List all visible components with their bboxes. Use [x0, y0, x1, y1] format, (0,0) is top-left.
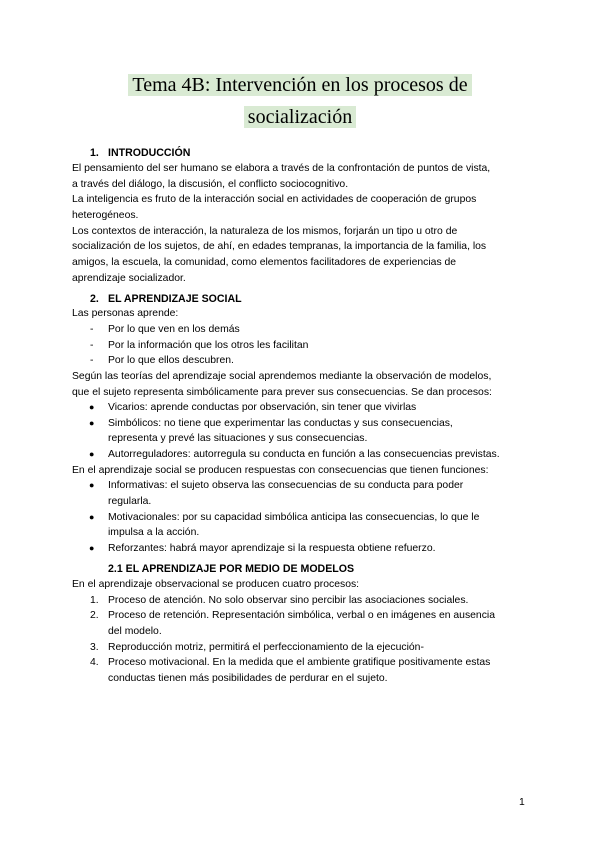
bullet-icon: ● — [89, 512, 95, 522]
numbered-item: Proceso de retención. Representación simbólica, verbal o en imágenes en ausencia — [108, 610, 495, 621]
paragraph-line: Los contextos de interacción, la naturaleza de los mismos, forjarán un tipo u otro de — [72, 226, 458, 237]
bullet-item: Autorreguladores: autorregula su conducta en función a las consecuencias previstas. — [108, 449, 500, 460]
section-1-number: 1. — [90, 147, 99, 159]
dash-marker: - — [90, 355, 94, 366]
list-number: 2. — [90, 610, 99, 621]
dash-item: Por lo que ven en los demás — [108, 324, 240, 335]
paragraph-line: En el aprendizaje observacional se producen cuatro procesos: — [72, 579, 360, 590]
paragraph-line: El pensamiento del ser humano se elabora a través de la confrontación de puntos de vista, — [72, 163, 491, 174]
section-2-number: 2. — [90, 293, 99, 305]
paragraph-line: En el aprendizaje social se producen respuestas con consecuencias que tienen funciones: — [72, 465, 489, 476]
document-title-line-2: socialización — [0, 104, 600, 130]
list-number: 1. — [90, 595, 99, 606]
paragraph-line: amigos, la escuela, la comunidad, como elementos facilitadores de experiencias de — [72, 257, 457, 268]
section-1-heading: INTRODUCCIÓN — [108, 147, 191, 159]
paragraph-line: a través del diálogo, la discusión, el conflicto sociocognitivo. — [72, 179, 349, 190]
paragraph-line: que el sujeto representa simbólicamente para prever sus consecuencias. Se dan procesos: — [72, 387, 492, 398]
numbered-item: Reproducción motriz, permitirá el perfeccionamiento de la ejecución- — [108, 642, 424, 653]
numbered-item-continuation: conductas tienen más posibilidades de perdurar en el sujeto. — [108, 673, 388, 684]
section-2-heading: EL APRENDIZAJE SOCIAL — [108, 293, 242, 305]
paragraph-line: Según las teorías del aprendizaje social aprendemos mediante la observación de modelos, — [72, 371, 492, 382]
bullet-item: Motivacionales: por su capacidad simbólica anticipa las consecuencias, lo que le — [108, 512, 480, 523]
bullet-icon: ● — [89, 543, 95, 553]
section-2-1-heading: 2.1 EL APRENDIZAJE POR MEDIO DE MODELOS — [108, 563, 355, 575]
bullet-item-continuation: impulsa a la acción. — [108, 527, 200, 538]
bullet-item: Simbólicos: no tiene que experimentar las conductas y sus consecuencias, — [108, 418, 453, 429]
dash-marker: - — [90, 340, 94, 351]
paragraph-line: Las personas aprende: — [72, 308, 179, 319]
dash-marker: - — [90, 324, 94, 335]
bullet-icon: ● — [89, 480, 95, 490]
numbered-item: Proceso motivacional. En la medida que el ambiente gratifique positivamente estas — [108, 657, 491, 668]
paragraph-line: heterogéneos. — [72, 210, 139, 221]
list-number: 4. — [90, 657, 99, 668]
bullet-icon: ● — [89, 418, 95, 428]
numbered-item-continuation: del modelo. — [108, 626, 162, 637]
bullet-item: Vicarios: aprende conductas por observación, sin tener que vivirlas — [108, 402, 417, 413]
bullet-item: Reforzantes: habrá mayor aprendizaje si la respuesta obtiene refuerzo. — [108, 543, 436, 554]
numbered-item: Proceso de atención. No solo observar sino percibir las asociaciones sociales. — [108, 595, 469, 606]
page-number: 1 — [519, 797, 525, 808]
bullet-item-continuation: representa y prevé las situaciones y sus consecuencias. — [108, 433, 368, 444]
dash-item: Por lo que ellos descubren. — [108, 355, 234, 366]
bullet-icon: ● — [89, 449, 95, 459]
list-number: 3. — [90, 642, 99, 653]
bullet-item-continuation: regularla. — [108, 496, 152, 507]
paragraph-line: aprendizaje socializador. — [72, 273, 186, 284]
paragraph-line: socialización de los sujetos, de ahí, en edades tempranas, la importancia de la familia, los — [72, 241, 487, 252]
bullet-item: Informativas: el sujeto observa las consecuencias de su conducta para poder — [108, 480, 464, 491]
bullet-icon: ● — [89, 402, 95, 412]
document-title-line-1: Tema 4B: Intervención en los procesos de — [0, 72, 600, 98]
paragraph-line: La inteligencia es fruto de la interacción social en actividades de cooperación de grupos — [72, 194, 477, 205]
dash-item: Por la información que los otros les facilitan — [108, 340, 309, 351]
